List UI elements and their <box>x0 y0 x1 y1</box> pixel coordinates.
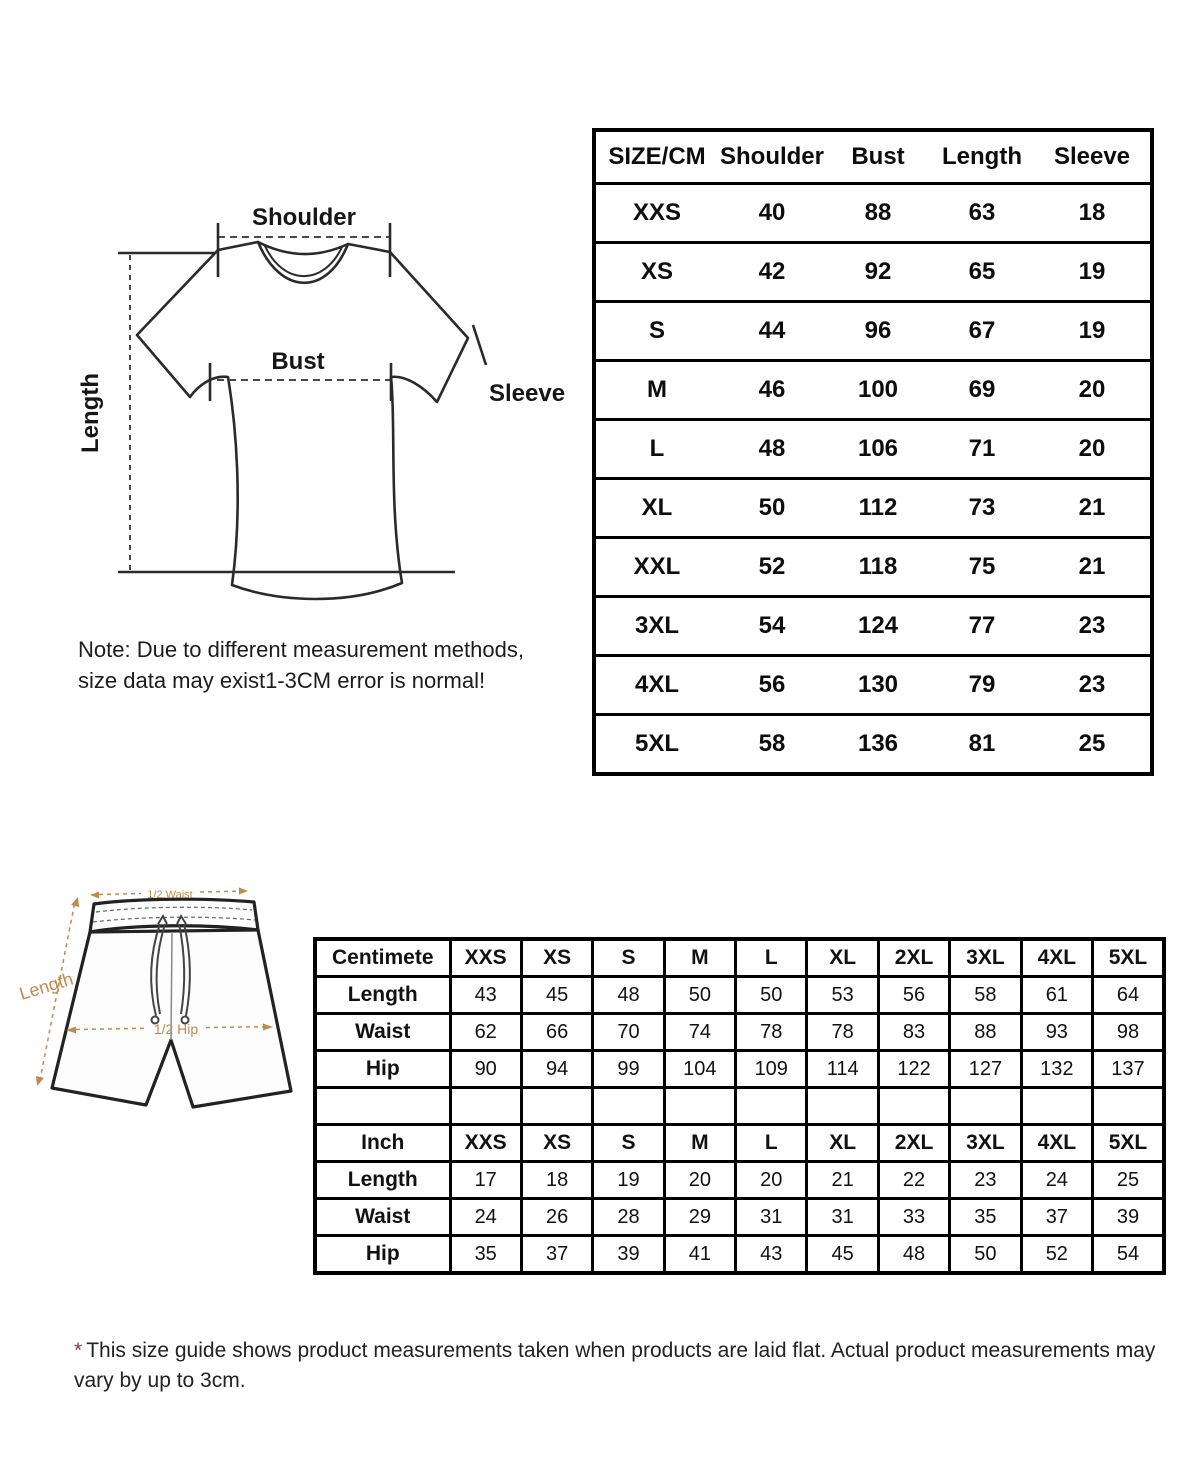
data-cell: 67 <box>930 301 1034 360</box>
footer-note <box>74 1336 1170 1396</box>
data-cell: 94 <box>521 1051 592 1088</box>
size-header-cell: 2XL <box>878 939 949 977</box>
data-cell: 96 <box>826 301 930 360</box>
shirt-table-row <box>594 538 1152 597</box>
shirt-table-row <box>594 360 1152 419</box>
data-cell: 88 <box>826 183 930 242</box>
data-cell: 20 <box>736 1162 807 1199</box>
data-cell: 37 <box>1021 1199 1092 1236</box>
data-cell: 114 <box>807 1051 878 1088</box>
data-cell: 18 <box>521 1162 592 1199</box>
data-cell: 88 <box>950 1014 1021 1051</box>
data-cell: 54 <box>1093 1236 1164 1274</box>
shirt-table-row <box>594 656 1152 715</box>
size-cell: XL <box>594 478 718 537</box>
spacer-cell <box>878 1088 949 1125</box>
data-cell: 58 <box>718 715 826 774</box>
shorts-length-label: Length <box>16 968 76 1004</box>
data-cell: 50 <box>736 977 807 1014</box>
data-cell: 78 <box>807 1014 878 1051</box>
data-cell: 25 <box>1034 715 1152 774</box>
spacer-cell <box>736 1088 807 1125</box>
data-cell: 70 <box>593 1014 664 1051</box>
data-cell: 92 <box>826 242 930 301</box>
shirt-table-header-row <box>594 130 1152 183</box>
shirt-size-table <box>592 128 1154 776</box>
shorts-size-table <box>313 937 1166 1275</box>
row-label-cell: Length <box>315 977 450 1014</box>
cm-hip-row <box>315 1051 1164 1088</box>
shirt-table-row <box>594 242 1152 301</box>
size-cell: XXL <box>594 538 718 597</box>
spacer-cell <box>450 1088 521 1125</box>
data-cell: 98 <box>1093 1014 1164 1051</box>
header-cell: SIZE/CM <box>594 130 718 183</box>
data-cell: 66 <box>521 1014 592 1051</box>
size-header-cell: L <box>736 939 807 977</box>
data-cell: 48 <box>878 1236 949 1274</box>
footer-note-line2: vary by up to 3cm. <box>74 1369 246 1392</box>
size-header-cell: 3XL <box>950 939 1021 977</box>
tshirt-note-line2: size data may exist1-3CM error is normal! <box>78 668 486 693</box>
inch-length-row <box>315 1162 1164 1199</box>
data-cell: 18 <box>1034 183 1152 242</box>
data-cell: 23 <box>950 1162 1021 1199</box>
data-cell: 20 <box>1034 419 1152 478</box>
footer-asterisk: * <box>74 1339 83 1362</box>
size-header-cell: 5XL <box>1093 939 1164 977</box>
row-label-cell: Hip <box>315 1051 450 1088</box>
data-cell: 56 <box>878 977 949 1014</box>
cm-waist-row <box>315 1014 1164 1051</box>
data-cell: 43 <box>450 977 521 1014</box>
size-cell: L <box>594 419 718 478</box>
data-cell: 19 <box>593 1162 664 1199</box>
inch-hip-row <box>315 1236 1164 1274</box>
footer-note-text1: This size guide shows product measurements taken when products are laid flat. Actual product measurements may <box>86 1339 1156 1362</box>
inch-waist-row <box>315 1199 1164 1236</box>
size-cell: 4XL <box>594 656 718 715</box>
data-cell: 29 <box>664 1199 735 1236</box>
data-cell: 35 <box>950 1199 1021 1236</box>
data-cell: 58 <box>950 977 1021 1014</box>
size-header-cell: XXS <box>450 1125 521 1162</box>
data-cell: 21 <box>807 1162 878 1199</box>
data-cell: 73 <box>930 478 1034 537</box>
length-label: Length <box>77 373 104 453</box>
data-cell: 79 <box>930 656 1034 715</box>
spacer-cell <box>807 1088 878 1125</box>
data-cell: 21 <box>1034 538 1152 597</box>
data-cell: 19 <box>1034 242 1152 301</box>
data-cell: 130 <box>826 656 930 715</box>
unit-header-cell: Inch <box>315 1125 450 1162</box>
tshirt-diagram <box>55 125 585 635</box>
data-cell: 124 <box>826 597 930 656</box>
size-cell: XS <box>594 242 718 301</box>
size-header-cell: XL <box>807 1125 878 1162</box>
spacer-cell <box>950 1088 1021 1125</box>
header-cell: Shoulder <box>718 130 826 183</box>
data-cell: 23 <box>1034 597 1152 656</box>
data-cell: 61 <box>1021 977 1092 1014</box>
data-cell: 21 <box>1034 478 1152 537</box>
size-header-cell: 2XL <box>878 1125 949 1162</box>
data-cell: 77 <box>930 597 1034 656</box>
sleeve-label: Sleeve <box>489 380 566 407</box>
data-cell: 20 <box>1034 360 1152 419</box>
size-header-cell: XS <box>521 1125 592 1162</box>
tshirt-outline-icon <box>137 242 468 599</box>
shirt-table-row <box>594 419 1152 478</box>
row-label-cell: Waist <box>315 1014 450 1051</box>
data-cell: 75 <box>930 538 1034 597</box>
size-cell: 3XL <box>594 597 718 656</box>
data-cell: 74 <box>664 1014 735 1051</box>
data-cell: 56 <box>718 656 826 715</box>
data-cell: 122 <box>878 1051 949 1088</box>
data-cell: 64 <box>1093 977 1164 1014</box>
data-cell: 37 <box>521 1236 592 1274</box>
cm-header-row <box>315 939 1164 977</box>
data-cell: 63 <box>930 183 1034 242</box>
shorts-diagram <box>8 858 308 1153</box>
spacer-row <box>315 1088 1164 1125</box>
data-cell: 22 <box>878 1162 949 1199</box>
size-header-cell: M <box>664 1125 735 1162</box>
data-cell: 109 <box>736 1051 807 1088</box>
data-cell: 83 <box>878 1014 949 1051</box>
data-cell: 81 <box>930 715 1034 774</box>
data-cell: 54 <box>718 597 826 656</box>
size-cell: 5XL <box>594 715 718 774</box>
data-cell: 26 <box>521 1199 592 1236</box>
spacer-cell <box>1093 1088 1164 1125</box>
data-cell: 23 <box>1034 656 1152 715</box>
size-header-cell: 4XL <box>1021 1125 1092 1162</box>
inch-header-row <box>315 1125 1164 1162</box>
size-header-cell: L <box>736 1125 807 1162</box>
data-cell: 52 <box>718 538 826 597</box>
header-cell: Sleeve <box>1034 130 1152 183</box>
size-header-cell: S <box>593 1125 664 1162</box>
data-cell: 17 <box>450 1162 521 1199</box>
size-cell: M <box>594 360 718 419</box>
shirt-table-row <box>594 597 1152 656</box>
cm-length-row <box>315 977 1164 1014</box>
unit-header-cell: Centimete <box>315 939 450 977</box>
spacer-cell <box>593 1088 664 1125</box>
data-cell: 69 <box>930 360 1034 419</box>
data-cell: 33 <box>878 1199 949 1236</box>
half-waist-label: 1/2 Waist <box>147 889 193 901</box>
data-cell: 71 <box>930 419 1034 478</box>
row-label-cell: Hip <box>315 1236 450 1274</box>
spacer-cell <box>315 1088 450 1125</box>
data-cell: 28 <box>593 1199 664 1236</box>
shirt-table-row <box>594 478 1152 537</box>
data-cell: 46 <box>718 360 826 419</box>
data-cell: 39 <box>1093 1199 1164 1236</box>
spacer-cell <box>664 1088 735 1125</box>
data-cell: 45 <box>521 977 592 1014</box>
data-cell: 43 <box>736 1236 807 1274</box>
data-cell: 93 <box>1021 1014 1092 1051</box>
footer-note-line1 <box>74 1336 1170 1366</box>
data-cell: 40 <box>718 183 826 242</box>
data-cell: 50 <box>950 1236 1021 1274</box>
data-cell: 106 <box>826 419 930 478</box>
size-header-cell: XS <box>521 939 592 977</box>
tshirt-note-line1: Note: Due to different measurement methods, <box>78 637 524 662</box>
half-hip-label: 1/2 Hip <box>153 1021 199 1037</box>
size-cell: XXS <box>594 183 718 242</box>
shirt-table-row <box>594 183 1152 242</box>
data-cell: 112 <box>826 478 930 537</box>
header-cell: Length <box>930 130 1034 183</box>
data-cell: 132 <box>1021 1051 1092 1088</box>
row-label-cell: Waist <box>315 1199 450 1236</box>
tshirt-note <box>78 634 598 696</box>
shirt-table-row <box>594 301 1152 360</box>
data-cell: 78 <box>736 1014 807 1051</box>
size-header-cell: 4XL <box>1021 939 1092 977</box>
size-header-cell: 5XL <box>1093 1125 1164 1162</box>
data-cell: 53 <box>807 977 878 1014</box>
size-header-cell: XXS <box>450 939 521 977</box>
size-header-cell: 3XL <box>950 1125 1021 1162</box>
data-cell: 31 <box>736 1199 807 1236</box>
header-cell: Bust <box>826 130 930 183</box>
data-cell: 41 <box>664 1236 735 1274</box>
size-header-cell: XL <box>807 939 878 977</box>
size-header-cell: S <box>593 939 664 977</box>
shoulder-label: Shoulder <box>251 204 357 231</box>
data-cell: 24 <box>1021 1162 1092 1199</box>
data-cell: 52 <box>1021 1236 1092 1274</box>
size-cell: S <box>594 301 718 360</box>
data-cell: 19 <box>1034 301 1152 360</box>
data-cell: 31 <box>807 1199 878 1236</box>
shirt-table-row <box>594 715 1152 774</box>
data-cell: 100 <box>826 360 930 419</box>
data-cell: 25 <box>1093 1162 1164 1199</box>
data-cell: 35 <box>450 1236 521 1274</box>
data-cell: 62 <box>450 1014 521 1051</box>
data-cell: 45 <box>807 1236 878 1274</box>
data-cell: 99 <box>593 1051 664 1088</box>
data-cell: 90 <box>450 1051 521 1088</box>
data-cell: 39 <box>593 1236 664 1274</box>
data-cell: 104 <box>664 1051 735 1088</box>
data-cell: 42 <box>718 242 826 301</box>
data-cell: 136 <box>826 715 930 774</box>
data-cell: 20 <box>664 1162 735 1199</box>
size-header-cell: M <box>664 939 735 977</box>
spacer-cell <box>521 1088 592 1125</box>
shorts-outline-icon <box>52 899 291 1107</box>
spacer-cell <box>1021 1088 1092 1125</box>
data-cell: 65 <box>930 242 1034 301</box>
row-label-cell: Length <box>315 1162 450 1199</box>
data-cell: 50 <box>718 478 826 537</box>
data-cell: 50 <box>664 977 735 1014</box>
bust-label: Bust <box>271 348 325 375</box>
data-cell: 44 <box>718 301 826 360</box>
data-cell: 127 <box>950 1051 1021 1088</box>
data-cell: 48 <box>593 977 664 1014</box>
data-cell: 24 <box>450 1199 521 1236</box>
data-cell: 118 <box>826 538 930 597</box>
data-cell: 48 <box>718 419 826 478</box>
data-cell: 137 <box>1093 1051 1164 1088</box>
